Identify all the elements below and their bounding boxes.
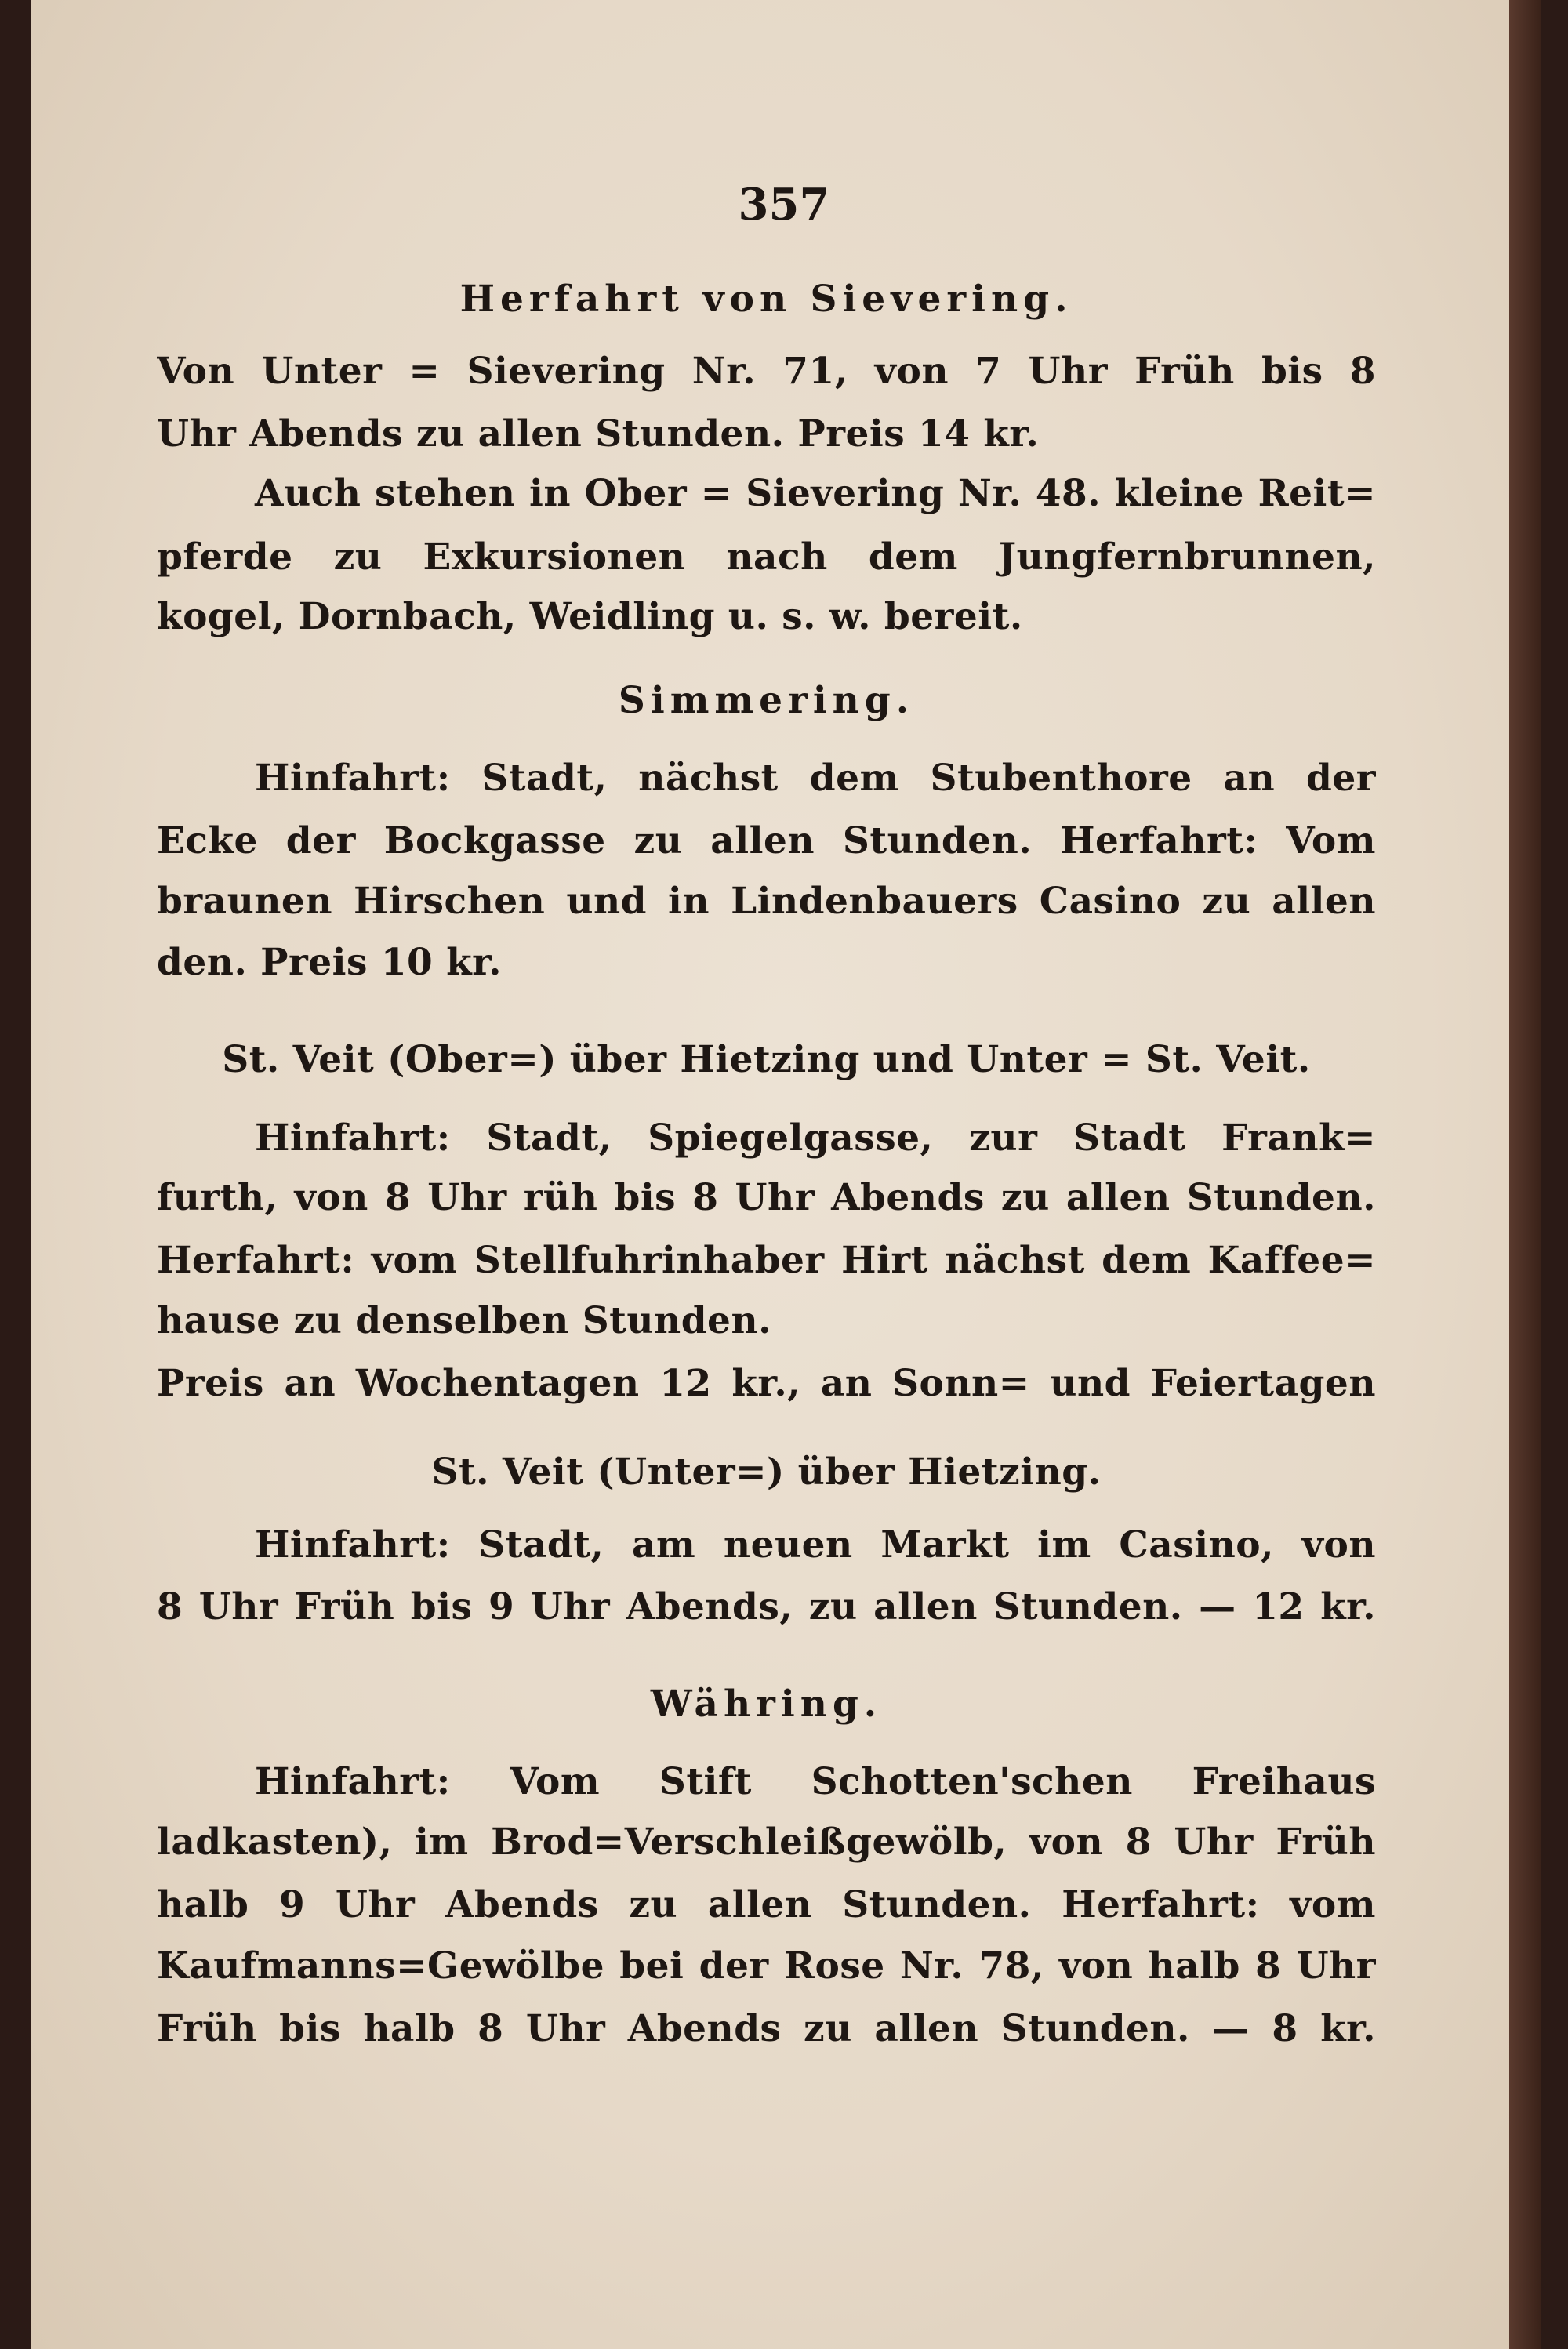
page-number: 357 bbox=[738, 179, 830, 231]
section-heading: St. Veit (Unter=) über Hietzing. bbox=[431, 1450, 1102, 1494]
text-line: furth, von 8 Uhr rüh bis 8 Uhr Abends zu allen Stunden. bbox=[157, 1176, 1376, 1219]
text-line: braunen Hirschen und in Lindenbauers Casino zu allen bbox=[157, 880, 1376, 923]
text-line: Auch stehen in Ober = Sievering Nr. 48. kleine Reit= bbox=[255, 472, 1376, 515]
text-line: den. Preis 10 kr. bbox=[157, 941, 502, 984]
text-line: ladkasten), im Brod=Verschleißgewölb, von 8 Uhr Früh bbox=[157, 1821, 1376, 1864]
text-line: Herfahrt: vom Stellfuhrinhaber Hirt nächst dem Kaffee= bbox=[157, 1239, 1376, 1282]
text-line: Früh bis halb 8 Uhr Abends zu allen Stunden. — 8 kr. bbox=[157, 2007, 1376, 2050]
text-line: 8 Uhr Früh bis 9 Uhr Abends, zu allen Stunden. — 12 kr. bbox=[157, 1585, 1376, 1628]
text-line: Hinfahrt: Stadt, Spiegelgasse, zur Stadt Frank= bbox=[255, 1116, 1376, 1160]
text-line: Hinfahrt: Stadt, am neuen Markt im Casino, von bbox=[255, 1523, 1376, 1567]
text-line: Von Unter = Sievering Nr. 71, von 7 Uhr Früh bis 8 bbox=[157, 350, 1376, 393]
section-heading: Simmering. bbox=[618, 679, 915, 722]
text-line: Hinfahrt: Vom Stift Schotten'schen Freihaus bbox=[255, 1760, 1376, 1803]
text-line: halb 9 Uhr Abends zu allen Stunden. Herfahrt: vom bbox=[157, 1883, 1376, 1926]
text-line: Preis an Wochentagen 12 kr., an Sonn= und Feiertagen bbox=[157, 1362, 1376, 1405]
text-line: Hinfahrt: Stadt, nächst dem Stubenthore an der bbox=[255, 757, 1376, 800]
section-heading: Währing. bbox=[650, 1683, 883, 1726]
page-edge bbox=[1509, 0, 1541, 2349]
text-line: pferde zu Exkursionen nach dem Jungfernbrunnen, bbox=[157, 536, 1376, 579]
section-heading: Herfahrt von Sievering. bbox=[459, 278, 1073, 321]
section-heading: St. Veit (Ober=) über Hietzing und Unter = St. Veit. bbox=[222, 1038, 1311, 1081]
text-line: kogel, Dornbach, Weidling u. s. w. bereit. bbox=[157, 595, 1023, 638]
text-line: Uhr Abends zu allen Stunden. Preis 14 kr. bbox=[157, 412, 1040, 456]
text-line: hause zu denselben Stunden. bbox=[157, 1299, 771, 1342]
text-line: Kaufmanns=Gewölbe bei der Rose Nr. 78, von halb 8 Uhr bbox=[157, 1944, 1376, 1988]
text-line: Ecke der Bockgasse zu allen Stunden. Herfahrt: Vom bbox=[157, 819, 1376, 862]
